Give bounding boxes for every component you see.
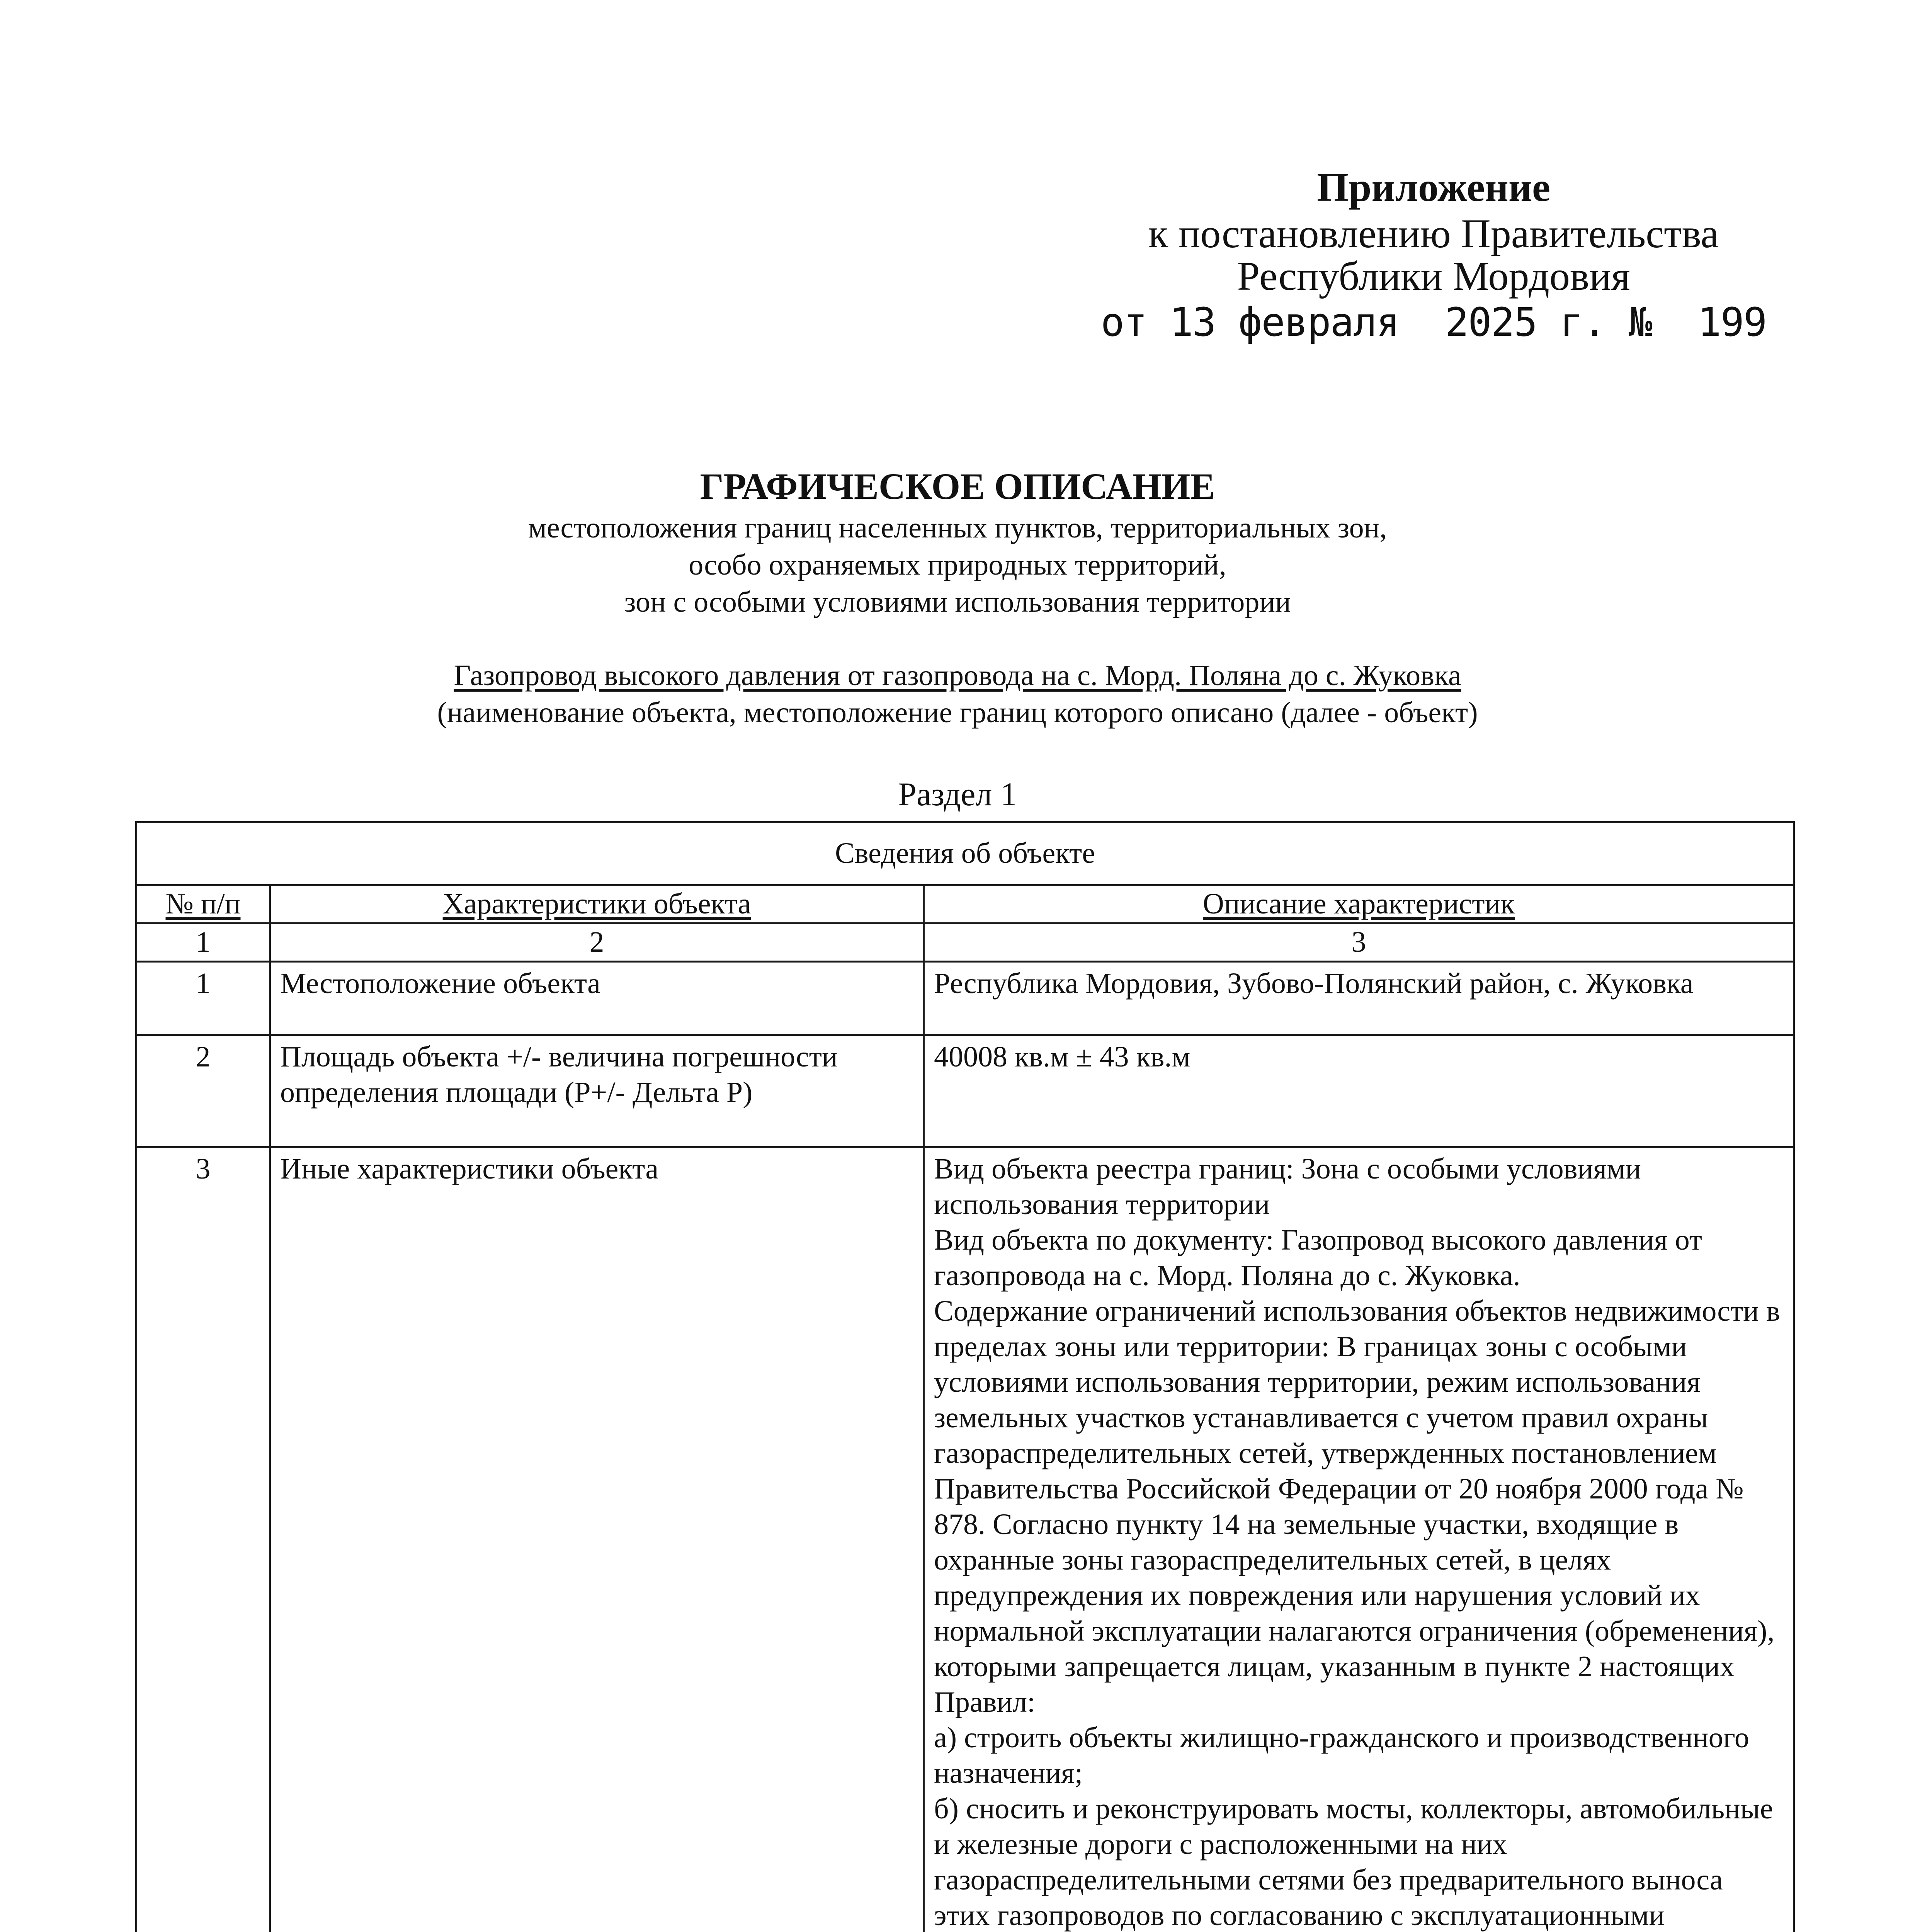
column-number-row (136, 923, 1794, 962)
table-row (136, 1147, 1794, 1932)
column-number-3: 3 (924, 923, 1794, 962)
appendix-line-2: Республики Мордовия (1237, 253, 1630, 299)
description-paragraph: Вид объекта реестра границ: Зона с особыми условиями использования территории (934, 1153, 1641, 1221)
description-paragraph: Республика Мордовия, Зубово-Полянский район, с. Жуковка (934, 967, 1694, 1000)
header-number: № п/п (136, 885, 270, 923)
appendix-date-number: от 13 февраля 2025 г. № 199 (1100, 299, 1767, 345)
document-subtitle-1: местоположения границ населенных пунктов, территориальных зон, (528, 512, 1387, 544)
row-number: 3 (136, 1147, 270, 1932)
row-number: 1 (136, 962, 270, 1035)
column-number-2: 2 (270, 923, 924, 962)
document-title: ГРАФИЧЕСКОЕ ОПИСАНИЕ (700, 466, 1215, 507)
description-paragraph: Вид объекта по документу: Газопровод высокого давления от газопровода на с. Морд. Поляна до с. Жуковка. (934, 1224, 1702, 1292)
row-description (924, 1035, 1794, 1147)
object-caption: (наименование объекта, местоположение границ которого описано (далее - объект) (437, 696, 1478, 729)
section-label: Раздел 1 (898, 776, 1017, 813)
row-characteristic: Площадь объекта +/- величина погрешности определения площади (Р+/- Дельта Р) (270, 1035, 924, 1147)
header-description: Описание характеристик (924, 885, 1794, 923)
row-characteristic: Иные характеристики объекта (270, 1147, 924, 1932)
table-row (136, 1035, 1794, 1147)
row-description (924, 962, 1794, 1035)
header-characteristic: Характеристики объекта (270, 885, 924, 923)
description-paragraph: а) строить объекты жилищно-гражданского и производственного назначения; (934, 1721, 1749, 1789)
object-name: Газопровод высокого давления от газопровода на с. Морд. Поляна до с. Жуковка (454, 659, 1461, 692)
row-characteristic: Местоположение объекта (270, 962, 924, 1035)
appendix-line-1: к постановлению Правительства (1148, 211, 1719, 256)
object-block (0, 657, 1915, 731)
table-caption-row (136, 822, 1794, 885)
appendix-header (1066, 162, 1801, 348)
row-description (924, 1147, 1794, 1932)
row-number: 2 (136, 1035, 270, 1147)
description-paragraph: Содержание ограничений использования объектов недвижимости в пределах зоны или территории: В границах зоны с особыми условиями использования территории, режим использования земельных участков устанавливается с учетом правил охраны газораспределительных сетей, утвержденных постановлением Правительства Российской Федерации от 20 ноября 2000 года № 878. Согласно пункту 14 на земельные участки, входящие в охранные зоны газораспределительных сетей, в целях предупреждения их повреждения или нарушения условий их нормальной эксплуатации налагаются ограничения (обременения), которыми запрещается лицам, указанным в пункте 2 настоящих Правил: (934, 1295, 1780, 1718)
description-paragraph: 40008 кв.м ± 43 кв.м (934, 1041, 1190, 1073)
table-header-row (136, 885, 1794, 923)
appendix-heading: Приложение (1316, 165, 1550, 210)
document-subtitle-3: зон с особыми условиями использования территории (624, 586, 1291, 618)
document-subtitle-2: особо охраняемых природных территорий, (689, 549, 1226, 581)
column-number-1: 1 (136, 923, 270, 962)
description-paragraph: б) сносить и реконструировать мосты, коллекторы, автомобильные и железные дороги с расположенными на них газораспределительными сетями без предварительного выноса этих газопроводов по согласованию с эксплуатационными (934, 1793, 1773, 1932)
table-caption: Сведения об объекте (136, 822, 1794, 885)
object-info-table (135, 821, 1795, 1932)
table-row (136, 962, 1794, 1035)
document-title-block (0, 464, 1915, 621)
